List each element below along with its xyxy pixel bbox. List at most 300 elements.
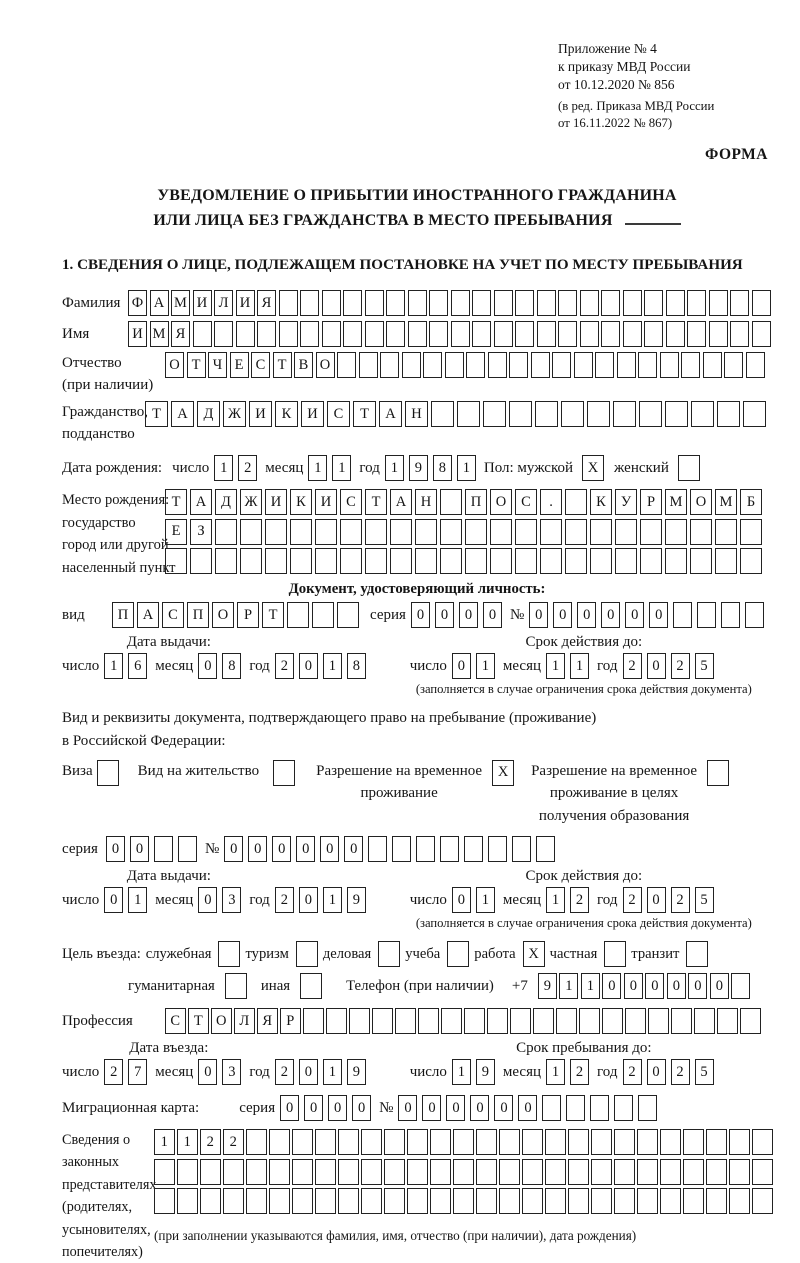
char-box[interactable] — [568, 1188, 589, 1214]
char-box[interactable] — [214, 321, 233, 347]
char-box[interactable]: 2 — [275, 1059, 294, 1085]
char-box[interactable] — [703, 352, 722, 378]
char-box[interactable] — [390, 519, 412, 545]
char-box[interactable]: Д — [197, 401, 220, 427]
char-box[interactable] — [697, 602, 716, 628]
char-box[interactable]: А — [150, 290, 169, 316]
char-box[interactable]: И — [265, 489, 287, 515]
birth-place-input-row2[interactable] — [165, 519, 765, 545]
char-box[interactable] — [715, 519, 737, 545]
char-box[interactable]: У — [615, 489, 637, 515]
char-box[interactable] — [265, 519, 287, 545]
char-box[interactable]: 0 — [328, 1095, 347, 1121]
char-box[interactable]: Ф — [128, 290, 147, 316]
char-box[interactable]: Ж — [223, 401, 246, 427]
char-box[interactable] — [178, 836, 197, 862]
char-box[interactable]: 2 — [671, 1059, 690, 1085]
char-box[interactable] — [640, 519, 662, 545]
char-box[interactable]: Ж — [240, 489, 262, 515]
char-box[interactable]: О — [165, 352, 184, 378]
char-box[interactable]: 3 — [222, 1059, 241, 1085]
char-box[interactable] — [190, 548, 212, 574]
char-box[interactable] — [303, 1008, 324, 1034]
char-box[interactable]: С — [162, 602, 184, 628]
char-box[interactable] — [386, 321, 405, 347]
char-box[interactable]: М — [715, 489, 737, 515]
char-box[interactable] — [499, 1129, 520, 1155]
char-box[interactable] — [494, 290, 513, 316]
char-box[interactable] — [407, 1129, 428, 1155]
residence-series-input[interactable] — [106, 836, 202, 862]
char-box[interactable]: 2 — [238, 455, 257, 481]
char-box[interactable] — [269, 1159, 290, 1185]
char-box[interactable] — [300, 321, 319, 347]
char-box[interactable] — [515, 519, 537, 545]
representatives-input-row3[interactable] — [154, 1188, 775, 1214]
char-box[interactable] — [408, 321, 427, 347]
char-box[interactable] — [558, 290, 577, 316]
identity-valid-month-input[interactable] — [546, 653, 594, 679]
char-box[interactable] — [430, 1188, 451, 1214]
char-box[interactable] — [499, 1188, 520, 1214]
char-box[interactable]: С — [515, 489, 537, 515]
char-box[interactable]: С — [327, 401, 350, 427]
char-box[interactable]: 9 — [347, 887, 366, 913]
firstname-input[interactable] — [128, 321, 773, 347]
char-box[interactable]: 0 — [106, 836, 125, 862]
char-box[interactable] — [691, 401, 714, 427]
char-box[interactable] — [407, 1188, 428, 1214]
char-box[interactable] — [440, 489, 462, 515]
char-box[interactable]: Л — [234, 1008, 255, 1034]
char-box[interactable]: Т — [187, 352, 206, 378]
char-box[interactable]: А — [190, 489, 212, 515]
char-box[interactable]: 0 — [130, 836, 149, 862]
char-box[interactable] — [279, 321, 298, 347]
char-box[interactable] — [269, 1188, 290, 1214]
purpose-private-checkbox[interactable] — [604, 941, 626, 967]
char-box[interactable] — [337, 602, 359, 628]
char-box[interactable]: 1 — [385, 455, 404, 481]
char-box[interactable] — [215, 519, 237, 545]
char-box[interactable] — [465, 548, 487, 574]
male-checkbox[interactable]: X — [582, 455, 604, 481]
char-box[interactable] — [638, 1095, 657, 1121]
char-box[interactable]: 1 — [570, 653, 589, 679]
char-box[interactable]: В — [294, 352, 313, 378]
char-box[interactable] — [269, 1129, 290, 1155]
purpose-transit-checkbox[interactable] — [686, 941, 708, 967]
char-box[interactable] — [386, 290, 405, 316]
char-box[interactable] — [665, 548, 687, 574]
char-box[interactable] — [552, 352, 571, 378]
char-box[interactable] — [384, 1188, 405, 1214]
char-box[interactable]: 0 — [688, 973, 707, 999]
char-box[interactable] — [315, 1159, 336, 1185]
char-box[interactable]: 0 — [577, 602, 596, 628]
char-box[interactable] — [512, 836, 531, 862]
char-box[interactable]: 0 — [299, 887, 318, 913]
char-box[interactable]: 0 — [647, 887, 666, 913]
char-box[interactable] — [292, 1129, 313, 1155]
char-box[interactable] — [601, 321, 620, 347]
char-box[interactable] — [752, 1159, 773, 1185]
entry-day-input[interactable] — [104, 1059, 152, 1085]
char-box[interactable]: Е — [165, 519, 187, 545]
char-box[interactable] — [372, 1008, 393, 1034]
char-box[interactable]: Т — [165, 489, 187, 515]
char-box[interactable] — [721, 602, 740, 628]
char-box[interactable]: 2 — [623, 653, 642, 679]
char-box[interactable] — [565, 489, 587, 515]
char-box[interactable]: Т — [273, 352, 292, 378]
char-box[interactable] — [361, 1159, 382, 1185]
char-box[interactable] — [690, 548, 712, 574]
char-box[interactable] — [591, 1188, 612, 1214]
char-box[interactable] — [638, 352, 657, 378]
char-box[interactable]: Ч — [208, 352, 227, 378]
char-box[interactable]: 0 — [280, 1095, 299, 1121]
char-box[interactable]: Т — [353, 401, 376, 427]
char-box[interactable]: 0 — [299, 653, 318, 679]
char-box[interactable]: 8 — [433, 455, 452, 481]
char-box[interactable]: Д — [215, 489, 237, 515]
identity-issue-day-input[interactable] — [104, 653, 152, 679]
char-box[interactable] — [472, 321, 491, 347]
char-box[interactable] — [488, 352, 507, 378]
char-box[interactable] — [453, 1159, 474, 1185]
char-box[interactable]: 1 — [476, 653, 495, 679]
char-box[interactable] — [709, 321, 728, 347]
char-box[interactable]: Е — [230, 352, 249, 378]
char-box[interactable] — [623, 290, 642, 316]
char-box[interactable] — [287, 602, 309, 628]
char-box[interactable] — [565, 519, 587, 545]
char-box[interactable]: . — [540, 489, 562, 515]
char-box[interactable]: 0 — [602, 973, 621, 999]
edu-permit-checkbox[interactable] — [707, 760, 729, 786]
char-box[interactable]: Н — [405, 401, 428, 427]
residence-number-input[interactable] — [224, 836, 560, 862]
char-box[interactable] — [752, 290, 771, 316]
char-box[interactable]: М — [171, 290, 190, 316]
char-box[interactable]: С — [165, 1008, 186, 1034]
char-box[interactable]: 0 — [304, 1095, 323, 1121]
char-box[interactable] — [752, 321, 771, 347]
identity-valid-year-input[interactable] — [623, 653, 719, 679]
stay-until-year-input[interactable] — [623, 1059, 719, 1085]
char-box[interactable] — [740, 548, 762, 574]
char-box[interactable] — [637, 1188, 658, 1214]
char-box[interactable]: 0 — [452, 653, 471, 679]
char-box[interactable] — [591, 1159, 612, 1185]
char-box[interactable]: М — [150, 321, 169, 347]
char-box[interactable] — [312, 602, 334, 628]
char-box[interactable] — [429, 290, 448, 316]
char-box[interactable] — [430, 1159, 451, 1185]
char-box[interactable] — [625, 1008, 646, 1034]
char-box[interactable] — [193, 321, 212, 347]
char-box[interactable] — [483, 401, 506, 427]
char-box[interactable] — [602, 1008, 623, 1034]
char-box[interactable]: 0 — [411, 602, 430, 628]
char-box[interactable] — [665, 401, 688, 427]
char-box[interactable] — [200, 1159, 221, 1185]
char-box[interactable] — [743, 401, 766, 427]
char-box[interactable] — [579, 1008, 600, 1034]
char-box[interactable] — [683, 1129, 704, 1155]
char-box[interactable] — [338, 1188, 359, 1214]
char-box[interactable]: Р — [280, 1008, 301, 1034]
char-box[interactable] — [223, 1159, 244, 1185]
char-box[interactable] — [465, 519, 487, 545]
purpose-work-checkbox[interactable]: X — [523, 941, 545, 967]
patronymic-input[interactable] — [165, 352, 767, 378]
char-box[interactable] — [337, 352, 356, 378]
char-box[interactable] — [614, 1159, 635, 1185]
char-box[interactable] — [729, 1188, 750, 1214]
char-box[interactable]: Я — [257, 290, 276, 316]
purpose-other-checkbox[interactable] — [300, 973, 322, 999]
char-box[interactable] — [565, 548, 587, 574]
char-box[interactable] — [752, 1129, 773, 1155]
char-box[interactable] — [683, 1188, 704, 1214]
char-box[interactable]: 0 — [667, 973, 686, 999]
char-box[interactable]: Я — [171, 321, 190, 347]
char-box[interactable] — [361, 1188, 382, 1214]
char-box[interactable] — [614, 1095, 633, 1121]
char-box[interactable]: 2 — [223, 1129, 244, 1155]
char-box[interactable]: П — [187, 602, 209, 628]
char-box[interactable] — [740, 1008, 761, 1034]
entry-month-input[interactable] — [198, 1059, 246, 1085]
char-box[interactable] — [731, 973, 750, 999]
char-box[interactable]: 1 — [546, 653, 565, 679]
char-box[interactable] — [464, 1008, 485, 1034]
char-box[interactable] — [644, 290, 663, 316]
residence-issue-day-input[interactable] — [104, 887, 152, 913]
char-box[interactable] — [556, 1008, 577, 1034]
char-box[interactable]: 6 — [128, 653, 147, 679]
char-box[interactable] — [724, 352, 743, 378]
char-box[interactable] — [343, 290, 362, 316]
char-box[interactable]: 2 — [570, 887, 589, 913]
char-box[interactable] — [590, 519, 612, 545]
char-box[interactable] — [416, 836, 435, 862]
char-box[interactable]: 0 — [624, 973, 643, 999]
char-box[interactable] — [457, 401, 480, 427]
char-box[interactable]: Я — [257, 1008, 278, 1034]
char-box[interactable] — [326, 1008, 347, 1034]
birth-day-input[interactable] — [214, 455, 262, 481]
char-box[interactable]: 0 — [422, 1095, 441, 1121]
representatives-input-row2[interactable] — [154, 1159, 775, 1185]
char-box[interactable]: 0 — [446, 1095, 465, 1121]
identity-issue-year-input[interactable] — [275, 653, 371, 679]
char-box[interactable]: 5 — [695, 653, 714, 679]
char-box[interactable] — [613, 401, 636, 427]
char-box[interactable] — [729, 1129, 750, 1155]
phone-input[interactable] — [538, 973, 753, 999]
char-box[interactable]: 1 — [476, 887, 495, 913]
char-box[interactable] — [537, 290, 556, 316]
migration-series-input[interactable] — [280, 1095, 376, 1121]
migration-number-input[interactable] — [398, 1095, 662, 1121]
char-box[interactable] — [706, 1159, 727, 1185]
char-box[interactable] — [408, 290, 427, 316]
purpose-humanitarian-checkbox[interactable] — [225, 973, 247, 999]
char-box[interactable] — [515, 321, 534, 347]
char-box[interactable]: О — [690, 489, 712, 515]
char-box[interactable]: 0 — [645, 973, 664, 999]
char-box[interactable] — [240, 519, 262, 545]
char-box[interactable]: 0 — [529, 602, 548, 628]
residence-permit-checkbox[interactable] — [273, 760, 295, 786]
char-box[interactable] — [648, 1008, 669, 1034]
char-box[interactable] — [418, 1008, 439, 1034]
char-box[interactable] — [384, 1129, 405, 1155]
char-box[interactable]: 0 — [296, 836, 315, 862]
char-box[interactable]: 0 — [494, 1095, 513, 1121]
char-box[interactable] — [568, 1129, 589, 1155]
char-box[interactable] — [580, 290, 599, 316]
char-box[interactable]: К — [590, 489, 612, 515]
char-box[interactable] — [315, 1188, 336, 1214]
char-box[interactable] — [558, 321, 577, 347]
char-box[interactable] — [338, 1129, 359, 1155]
char-box[interactable] — [361, 1129, 382, 1155]
char-box[interactable] — [545, 1129, 566, 1155]
char-box[interactable] — [451, 290, 470, 316]
char-box[interactable] — [154, 1188, 175, 1214]
char-box[interactable]: 2 — [104, 1059, 123, 1085]
char-box[interactable] — [644, 321, 663, 347]
char-box[interactable] — [706, 1129, 727, 1155]
char-box[interactable] — [384, 1159, 405, 1185]
char-box[interactable] — [154, 1159, 175, 1185]
char-box[interactable]: 5 — [695, 887, 714, 913]
char-box[interactable]: 0 — [435, 602, 454, 628]
char-box[interactable]: З — [190, 519, 212, 545]
char-box[interactable] — [509, 352, 528, 378]
surname-input[interactable] — [128, 290, 773, 316]
char-box[interactable] — [407, 1159, 428, 1185]
char-box[interactable] — [472, 290, 491, 316]
char-box[interactable]: 0 — [198, 653, 217, 679]
char-box[interactable]: 0 — [483, 602, 502, 628]
purpose-business-checkbox[interactable] — [378, 941, 400, 967]
char-box[interactable] — [441, 1008, 462, 1034]
char-box[interactable] — [246, 1188, 267, 1214]
temp-permit-checkbox[interactable]: X — [492, 760, 514, 786]
char-box[interactable] — [687, 290, 706, 316]
char-box[interactable]: О — [211, 1008, 232, 1034]
char-box[interactable] — [515, 548, 537, 574]
char-box[interactable]: 5 — [695, 1059, 714, 1085]
char-box[interactable]: 0 — [224, 836, 243, 862]
char-box[interactable] — [440, 519, 462, 545]
char-box[interactable]: И — [193, 290, 212, 316]
char-box[interactable] — [683, 1159, 704, 1185]
char-box[interactable] — [177, 1188, 198, 1214]
char-box[interactable]: 0 — [344, 836, 363, 862]
entry-year-input[interactable] — [275, 1059, 371, 1085]
char-box[interactable] — [453, 1188, 474, 1214]
char-box[interactable] — [687, 321, 706, 347]
char-box[interactable] — [315, 519, 337, 545]
char-box[interactable] — [730, 290, 749, 316]
char-box[interactable] — [340, 519, 362, 545]
char-box[interactable] — [673, 602, 692, 628]
char-box[interactable] — [623, 321, 642, 347]
char-box[interactable] — [451, 321, 470, 347]
char-box[interactable] — [292, 1159, 313, 1185]
char-box[interactable] — [499, 1159, 520, 1185]
char-box[interactable]: 1 — [457, 455, 476, 481]
char-box[interactable]: 0 — [104, 887, 123, 913]
identity-doc-series-input[interactable] — [411, 602, 507, 628]
char-box[interactable]: П — [465, 489, 487, 515]
char-box[interactable] — [665, 519, 687, 545]
char-box[interactable] — [215, 548, 237, 574]
char-box[interactable]: Т — [365, 489, 387, 515]
char-box[interactable] — [415, 548, 437, 574]
char-box[interactable]: 2 — [275, 887, 294, 913]
char-box[interactable] — [522, 1129, 543, 1155]
char-box[interactable]: 1 — [323, 1059, 342, 1085]
birth-year-input[interactable] — [385, 455, 481, 481]
char-box[interactable]: 1 — [323, 887, 342, 913]
birth-month-input[interactable] — [308, 455, 356, 481]
char-box[interactable] — [729, 1159, 750, 1185]
char-box[interactable] — [359, 352, 378, 378]
char-box[interactable] — [542, 1095, 561, 1121]
char-box[interactable] — [666, 321, 685, 347]
char-box[interactable] — [431, 401, 454, 427]
char-box[interactable] — [236, 321, 255, 347]
char-box[interactable]: Л — [214, 290, 233, 316]
birth-place-input-row1[interactable] — [165, 489, 765, 515]
char-box[interactable]: Н — [415, 489, 437, 515]
char-box[interactable] — [666, 290, 685, 316]
char-box[interactable] — [240, 548, 262, 574]
char-box[interactable]: 0 — [625, 602, 644, 628]
char-box[interactable]: К — [290, 489, 312, 515]
char-box[interactable] — [365, 519, 387, 545]
residence-valid-year-input[interactable] — [623, 887, 719, 913]
char-box[interactable]: 0 — [198, 887, 217, 913]
char-box[interactable] — [368, 836, 387, 862]
representatives-input-row1[interactable] — [154, 1129, 775, 1155]
char-box[interactable]: С — [340, 489, 362, 515]
birth-place-input-row3[interactable] — [165, 548, 765, 574]
char-box[interactable]: И — [315, 489, 337, 515]
char-box[interactable] — [566, 1095, 585, 1121]
char-box[interactable] — [637, 1129, 658, 1155]
char-box[interactable]: 0 — [459, 602, 478, 628]
char-box[interactable] — [338, 1159, 359, 1185]
residence-valid-day-input[interactable] — [452, 887, 500, 913]
char-box[interactable] — [476, 1159, 497, 1185]
char-box[interactable] — [660, 1159, 681, 1185]
char-box[interactable] — [522, 1188, 543, 1214]
char-box[interactable]: 0 — [553, 602, 572, 628]
char-box[interactable] — [590, 1095, 609, 1121]
char-box[interactable]: 0 — [352, 1095, 371, 1121]
char-box[interactable] — [290, 548, 312, 574]
char-box[interactable] — [540, 519, 562, 545]
char-box[interactable] — [165, 548, 187, 574]
